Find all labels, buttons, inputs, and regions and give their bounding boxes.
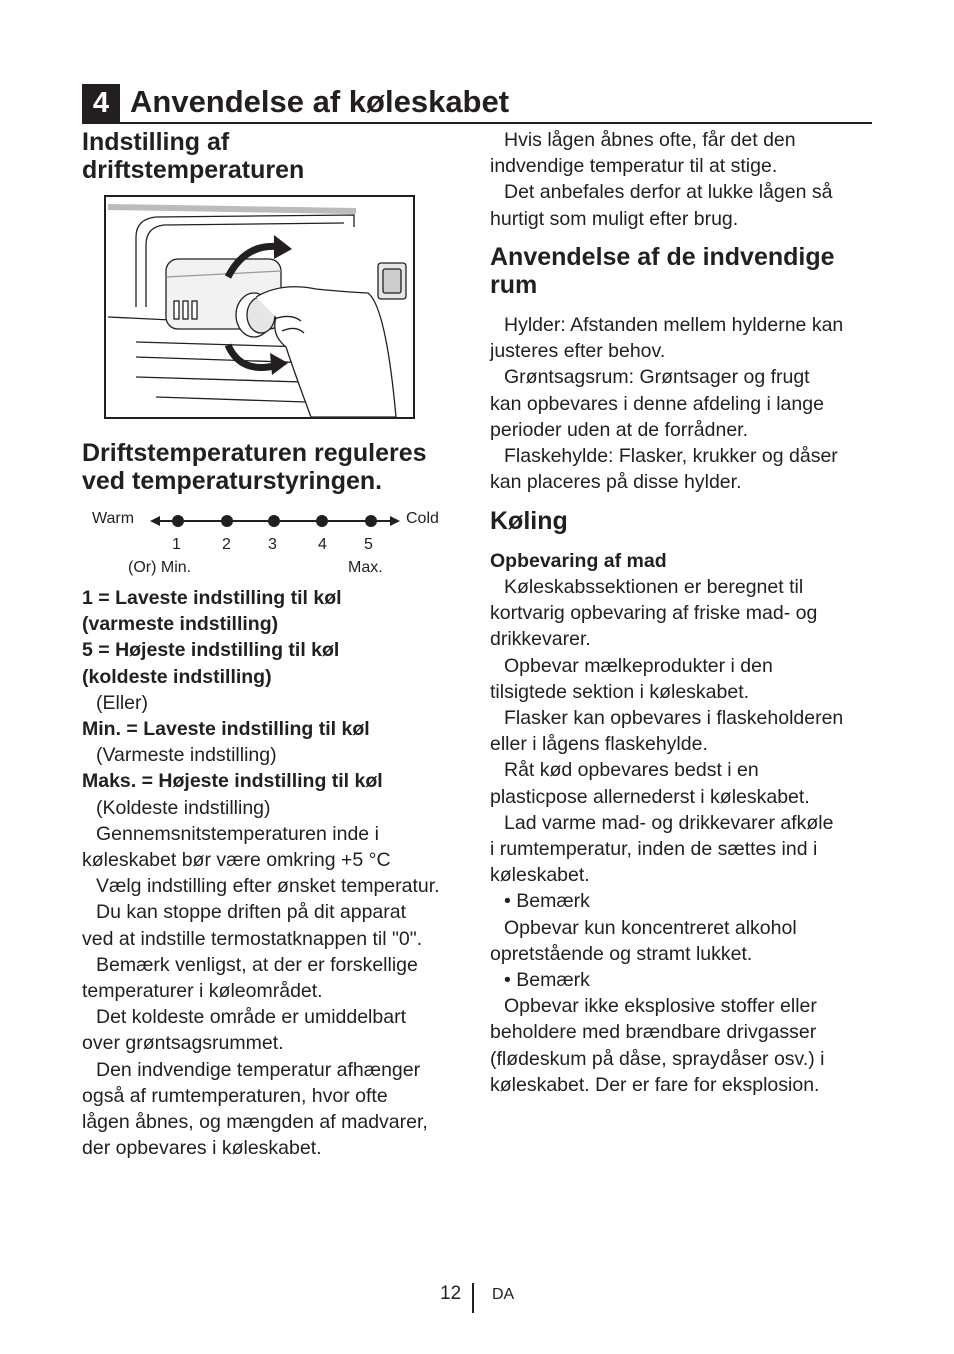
- text-line: Lad varme mad- og drikkevarer afkøle: [504, 811, 834, 834]
- text-line: temperaturer i køleområdet.: [82, 980, 323, 1003]
- text-line: Hvis lågen åbnes ofte, får det den: [504, 129, 796, 151]
- text-line: Råt kød opbevares bedst i en: [504, 759, 759, 782]
- text-line: også af rumtemperaturen, hvor ofte: [82, 1084, 388, 1107]
- text-line: justeres efter behov.: [490, 340, 666, 363]
- text-line: ved at indstille termostatknappen til "0".: [82, 927, 423, 950]
- text-line: 1 = Laveste indstilling til køl: [82, 587, 342, 609]
- subheading-food-storage: Opbevaring af mad: [490, 550, 667, 572]
- scale-number-4: 4: [318, 536, 327, 553]
- text-line: (Eller): [96, 691, 148, 714]
- text-line: Køleskabssektionen er beregnet til: [504, 576, 804, 598]
- heading-interior-compartments: Anvendelse af de indvendige rum: [490, 243, 835, 299]
- scale-arrow-right: [390, 516, 400, 526]
- language-code: DA: [492, 1286, 515, 1303]
- text-line: lågen åbnes, og mængden af madvarer,: [82, 1111, 428, 1134]
- scale-max-label: Max.: [348, 559, 383, 576]
- text-line: køleskabet.: [490, 864, 590, 887]
- cooling-text-block: [490, 574, 875, 1098]
- text-line: perioder uden at de forrådner.: [490, 418, 749, 441]
- text-line: tilsigtede sektion i køleskabet.: [490, 680, 750, 703]
- compartments-text-block: [490, 312, 875, 495]
- text-line: Flasker kan opbevares i flaskeholderen: [504, 707, 844, 730]
- left-text-block: [82, 585, 467, 1161]
- scale-warm-label: Warm: [92, 510, 135, 527]
- thermostat-illustration: [104, 195, 415, 419]
- text-line: Maks. = Højeste indstilling til køl: [82, 770, 383, 793]
- scale-number-3: 3: [268, 536, 277, 553]
- text-line: (flødeskum på dåse, spraydåser osv.) i: [490, 1047, 825, 1070]
- text-line: Hylder: Afstanden mellem hylderne kan: [504, 314, 844, 336]
- temperature-scale: [82, 505, 462, 585]
- section-title: Anvendelse af køleskabet: [130, 84, 510, 119]
- text-line: drikkevarer.: [490, 628, 591, 651]
- scale-dot-1: [172, 515, 184, 527]
- text-line: plasticpose allernederst i køleskabet.: [490, 785, 810, 808]
- text-line: køleskabet bør være omkring +5 °C: [82, 849, 391, 872]
- text-line: (varmeste indstilling): [82, 613, 279, 636]
- text-line: (Koldeste indstilling): [96, 796, 271, 819]
- scale-dot-2: [221, 515, 233, 527]
- text-line: der opbevares i køleskabet.: [82, 1137, 322, 1160]
- right-intro-block: [490, 127, 875, 232]
- text-line: Den indvendige temperatur afhænger: [96, 1058, 421, 1081]
- text-line: hurtigt som muligt efter brug.: [490, 207, 739, 230]
- text-line: Opbevar ikke eksplosive stoffer eller: [504, 995, 817, 1018]
- scale-dot-4: [316, 515, 328, 527]
- text-line: (Varmeste indstilling): [96, 744, 277, 767]
- text-line: kortvarig opbevaring af friske mad- og: [490, 602, 818, 625]
- scale-cold-label: Cold: [406, 510, 439, 527]
- text-line: Du kan stoppe driften på dit apparat: [96, 901, 407, 924]
- text-line: i rumtemperatur, inden de sættes ind i: [490, 838, 818, 861]
- text-line: opretstående og stramt lukket.: [490, 942, 753, 965]
- text-line: kan placeres på disse hylder.: [490, 471, 742, 494]
- text-line: • Bemærk: [504, 890, 590, 913]
- page-number: 12: [440, 1283, 462, 1304]
- text-line: Flaskehylde: Flasker, krukker og dåser: [504, 445, 838, 468]
- text-line: kan opbevares i denne afdeling i lange: [490, 392, 824, 415]
- text-line: Opbevar mælkeprodukter i den: [504, 654, 773, 677]
- scale-number-1: 1: [172, 536, 181, 553]
- scale-number-5: 5: [364, 536, 373, 553]
- text-line: 5 = Højeste indstilling til køl: [82, 639, 340, 662]
- scale-line: [150, 513, 400, 529]
- text-line: køleskabet. Der er fare for eksplosion.: [490, 1073, 820, 1096]
- text-line: indvendige temperatur til at stige.: [490, 155, 778, 178]
- scale-number-2: 2: [222, 536, 231, 553]
- text-line: Bemærk venligst, at der er forskellige: [96, 953, 418, 976]
- text-line: over grøntsagsrummet.: [82, 1032, 284, 1055]
- heading-cooling: Køling: [490, 507, 568, 535]
- scale-dot-5: [365, 515, 377, 527]
- text-line: Grøntsagsrum: Grøntsager og frugt: [504, 366, 810, 389]
- scale-dot-3: [268, 515, 280, 527]
- footer-divider: [472, 1283, 474, 1313]
- text-line: Opbevar kun koncentreret alkohol: [504, 916, 797, 939]
- heading-temperature-control: Driftstemperaturen reguleres ved temperaturstyringen.: [82, 439, 427, 495]
- text-line: Det anbefales derfor at lukke lågen så: [504, 181, 833, 204]
- section-number: 4: [82, 84, 120, 122]
- text-line: • Bemærk: [504, 969, 590, 992]
- scale-arrow-left: [150, 516, 160, 526]
- heading-operating-temperature: Indstilling af driftstemperaturen: [82, 128, 305, 184]
- text-line: beholdere med brændbare drivgasser: [490, 1021, 817, 1044]
- text-line: Det koldeste område er umiddelbart: [96, 1006, 406, 1029]
- scale-min-label: (Or) Min.: [128, 559, 192, 576]
- section-rule: [82, 122, 872, 124]
- text-line: Gennemsnitstemperaturen inde i: [96, 822, 379, 845]
- text-line: Vælg indstilling efter ønsket temperatur.: [96, 875, 440, 898]
- thermostat-hand-drawing: [106, 197, 413, 417]
- text-line: (koldeste indstilling): [82, 665, 272, 688]
- text-line: eller i lågens flaskehylde.: [490, 733, 708, 756]
- text-line: Min. = Laveste indstilling til køl: [82, 718, 370, 741]
